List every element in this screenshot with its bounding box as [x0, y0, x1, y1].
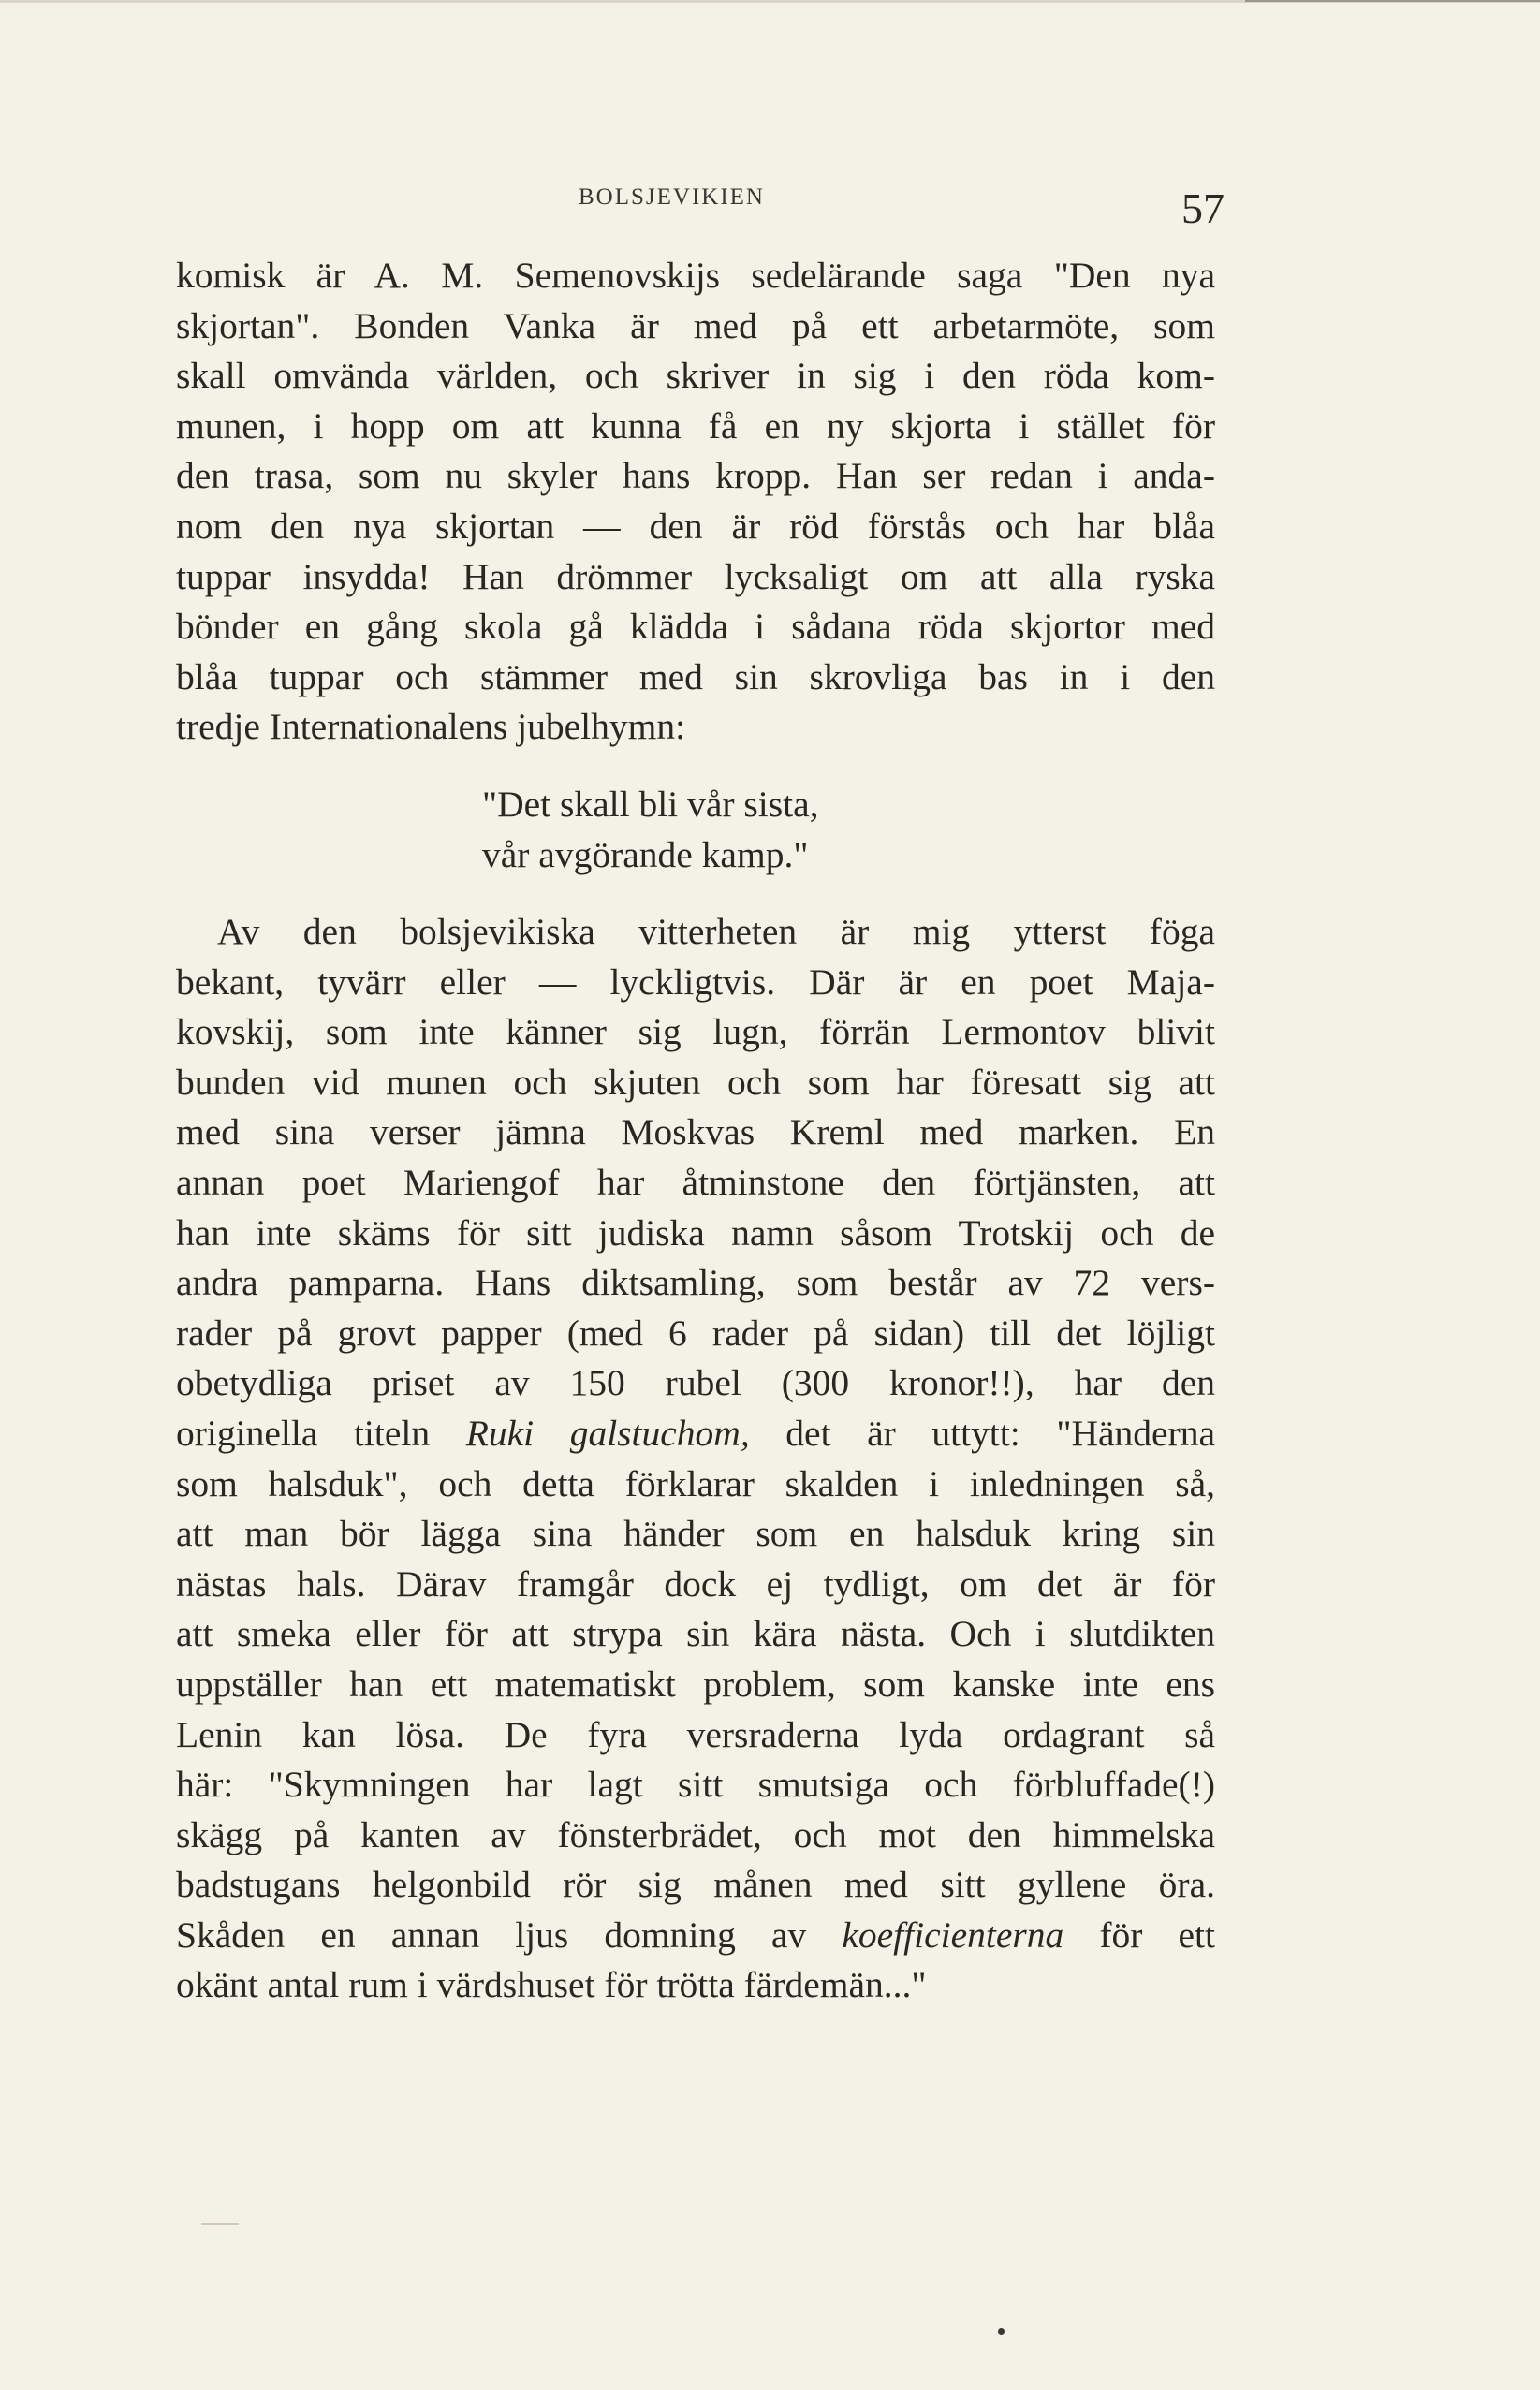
text-line: andra pamparna. Hans diktsamling, som består av 72 vers-	[176, 1262, 1215, 1304]
text-line: blåa tuppar och stämmer med sin skrovliga bas in i den	[176, 655, 1215, 697]
scan-border-rule	[1245, 0, 1540, 2]
text-line: som halsduk", och detta förklarar skalden i inledningen så,	[176, 1462, 1215, 1504]
text-line: nom den nya skjortan — den är röd förstås och har blåa	[176, 505, 1215, 547]
text-line: annan poet Mariengof har åtminstone den förtjänsten, att	[176, 1161, 1215, 1203]
text-line: rader på grovt papper (med 6 rader på sidan) till det löjligt	[176, 1312, 1215, 1354]
ink-speck	[998, 2328, 1005, 2335]
text-line: att man bör lägga sina händer som en halsduk kring sin	[176, 1513, 1215, 1555]
text-line: nästas hals. Därav framgår dock ej tydligt, om det är för	[176, 1562, 1215, 1605]
text-line	[176, 1911, 1215, 1961]
text-line	[176, 1409, 1215, 1459]
text-line: uppställer han ett matematiskt problem, som kanske inte ens	[176, 1663, 1215, 1705]
page-number: 57	[1181, 184, 1225, 232]
italic-term: koefficienterna	[842, 1913, 1064, 1956]
running-head: BOLSJEVIKIEN	[579, 184, 765, 210]
text-line: han inte skäms för sitt judiska namn såsom Trotskij och de	[176, 1211, 1215, 1254]
text-line: tredje Internationalens jubelhymn:	[176, 706, 686, 748]
text-line: munen, i hopp om att kunna få en ny skjorta i stället för	[176, 404, 1215, 447]
paragraph-2	[176, 907, 1215, 2011]
text-line: tuppar insydda! Han drömmer lycksaligt om att alla ryska	[176, 555, 1215, 597]
text-line: att smeka eller för att strypa sin kära nästa. Och i slutdikten	[176, 1613, 1215, 1655]
text-line: okänt antal rum i värdshuset för trötta färdemän..."	[176, 1964, 927, 2006]
text-line: bönder en gång skola gå klädda i sådana röda skjortor med	[176, 606, 1215, 648]
text-line: skall omvända världen, och skriver in sig i den röda kom-	[176, 355, 1215, 397]
text-line: kovskij, som inte känner sig lugn, förrän Lermontov blivit	[176, 1011, 1215, 1053]
text-line: obetydliga priset av 150 rubel (300 kronor!!), har den	[176, 1362, 1215, 1404]
text-run: Skåden en annan ljus domning av	[176, 1913, 843, 1956]
paragraph-1	[176, 251, 1215, 753]
text-run: det är uttytt: "Händerna	[749, 1412, 1216, 1454]
text-line: skägg på kanten av fönsterbrädet, och mot den himmelska	[176, 1813, 1215, 1855]
text-line: komisk är A. M. Semenovskijs sedelärande saga "Den nya	[176, 255, 1215, 296]
text-line: här: "Skymningen har lagt sitt smutsiga och förbluffade(!)	[176, 1764, 1215, 1806]
text-line: bunden vid munen och skjuten och som har föresatt sig att	[176, 1061, 1215, 1103]
text-line: skjortan". Bonden Vanka är med på ett arbetarmöte, som	[176, 304, 1215, 346]
verse-quote	[482, 780, 1044, 880]
scan-mark	[201, 2223, 239, 2225]
verse-line: vår avgörande kamp."	[482, 833, 809, 875]
text-line: badstugans helgonbild rör sig månen med sitt gyllene öra.	[176, 1864, 1215, 1906]
text-line: Av den bolsjevikiska vitterheten är mig ytterst föga	[217, 911, 1215, 952]
book-title: Ruki galstuchom,	[465, 1412, 750, 1454]
verse-line: "Det skall bli vår sista,	[482, 784, 819, 825]
text-line: med sina verser jämna Moskvas Kreml med marken. En	[176, 1111, 1215, 1153]
text-line: den trasa, som nu skyler hans kropp. Han ser redan i anda-	[176, 455, 1215, 497]
text-line: Lenin kan lösa. De fyra versraderna lyda ordagrant så	[176, 1713, 1215, 1755]
text-line: bekant, tyvärr eller — lyckligtvis. Där är en poet Maja-	[176, 960, 1215, 1003]
text-run: originella titeln	[176, 1412, 466, 1454]
text-run: för ett	[1063, 1913, 1215, 1956]
